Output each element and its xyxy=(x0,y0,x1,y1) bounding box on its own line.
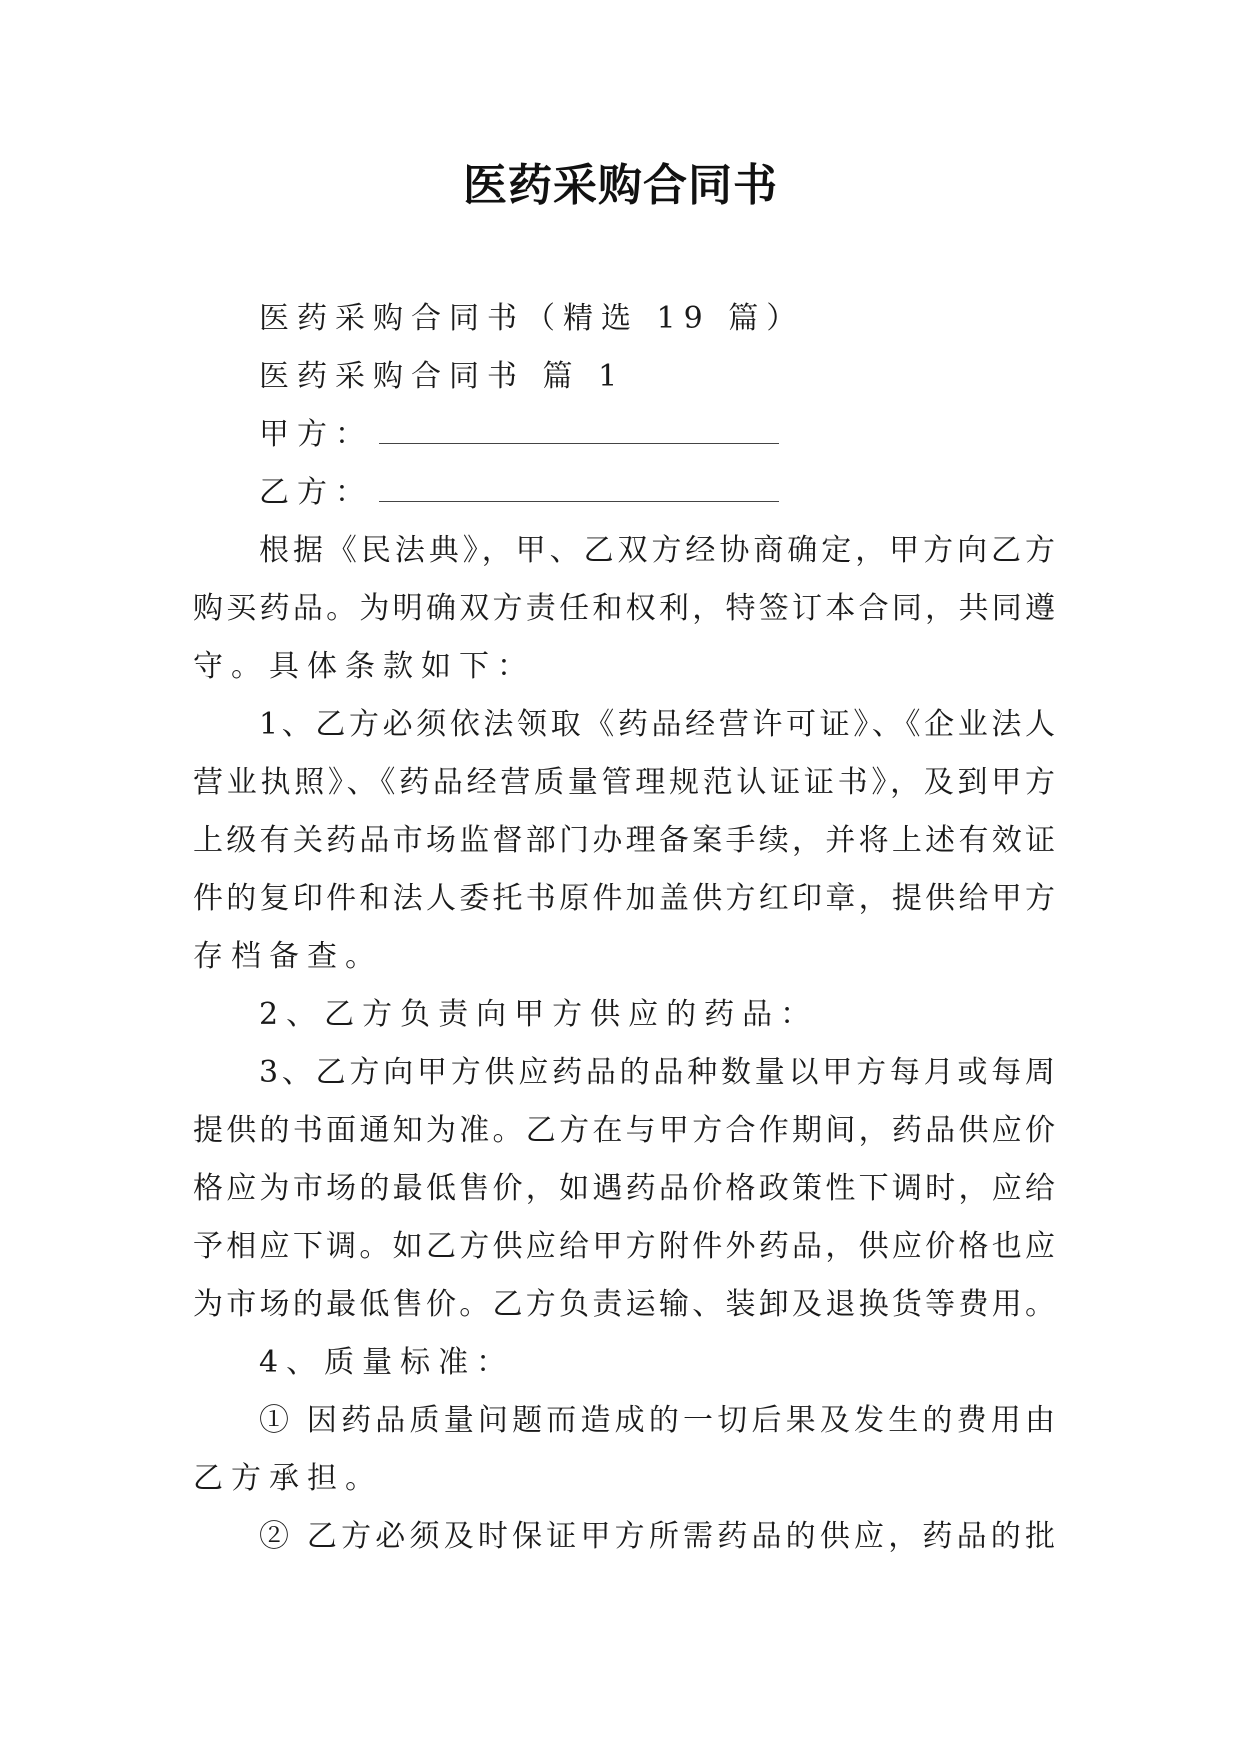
paragraph-line xyxy=(193,1450,1055,1508)
party-field-line xyxy=(193,464,1055,522)
paragraph-line xyxy=(193,638,1055,696)
document-title: 医药采购合同书 xyxy=(463,160,778,211)
paragraph-line xyxy=(193,1044,1055,1102)
line-text: 营业执照》、《药品经营质量管理规范认证证书》，及到甲方 xyxy=(193,765,1055,800)
paragraph-line xyxy=(193,1218,1055,1276)
line-text: 存档备查。 xyxy=(193,939,383,974)
party-field-line xyxy=(193,406,1055,464)
line-text: 医药采购合同书 篇 1 xyxy=(259,359,626,394)
paragraph-line xyxy=(193,812,1055,870)
line-text: 医药采购合同书（精选 19 篇） xyxy=(259,301,805,336)
document-body xyxy=(193,290,1055,1566)
paragraph-line xyxy=(193,1102,1055,1160)
paragraph-line xyxy=(193,348,1055,406)
paragraph-line xyxy=(193,754,1055,812)
line-text: ① 因药品质量问题而造成的一切后果及发生的费用由 xyxy=(259,1403,1055,1438)
line-text: 为市场的最低售价。乙方负责运输、装卸及退换货等费用。 xyxy=(193,1287,1055,1322)
paragraph-line xyxy=(193,986,1055,1044)
paragraph-line xyxy=(193,1276,1055,1334)
paragraph-line xyxy=(193,290,1055,348)
line-text: 守。具体条款如下： xyxy=(193,649,535,684)
line-text: 甲方： xyxy=(259,417,373,452)
line-text: ② 乙方必须及时保证甲方所需药品的供应，药品的批 xyxy=(259,1519,1055,1554)
line-text: 上级有关药品市场监督部门办理备案手续，并将上述有效证 xyxy=(193,823,1055,858)
line-text: 格应为市场的最低售价，如遇药品价格政策性下调时，应给 xyxy=(193,1171,1055,1206)
line-text: 乙方承担。 xyxy=(193,1461,383,1496)
line-text: 4、质量标准： xyxy=(259,1345,515,1380)
paragraph-line xyxy=(193,1508,1055,1566)
line-text: 提供的书面通知为准。乙方在与甲方合作期间，药品供应价 xyxy=(193,1113,1055,1148)
line-text: 购买药品。为明确双方责任和权利，特签订本合同，共同遵 xyxy=(193,591,1055,626)
line-text: 2、乙方负责向甲方供应的药品： xyxy=(259,997,819,1032)
fill-in-blank xyxy=(379,417,779,444)
line-text: 3、乙方向甲方供应药品的品种数量以甲方每月或每周 xyxy=(259,1055,1055,1090)
paragraph-line xyxy=(193,696,1055,754)
paragraph-line xyxy=(193,870,1055,928)
paragraph-line xyxy=(193,1334,1055,1392)
line-text: 件的复印件和法人委托书原件加盖供方红印章，提供给甲方 xyxy=(193,881,1055,916)
paragraph-line xyxy=(193,580,1055,638)
line-text: 1、乙方必须依法领取《药品经营许可证》、《企业法人 xyxy=(259,707,1055,742)
paragraph-line xyxy=(193,1160,1055,1218)
line-text: 予相应下调。如乙方供应给甲方附件外药品，供应价格也应 xyxy=(193,1229,1055,1264)
paragraph-line xyxy=(193,522,1055,580)
fill-in-blank xyxy=(379,475,779,502)
line-text: 根据《民法典》，甲、乙双方经协商确定，甲方向乙方 xyxy=(259,533,1055,568)
paragraph-line xyxy=(193,928,1055,986)
line-text: 乙方： xyxy=(259,475,373,510)
paragraph-line xyxy=(193,1392,1055,1450)
